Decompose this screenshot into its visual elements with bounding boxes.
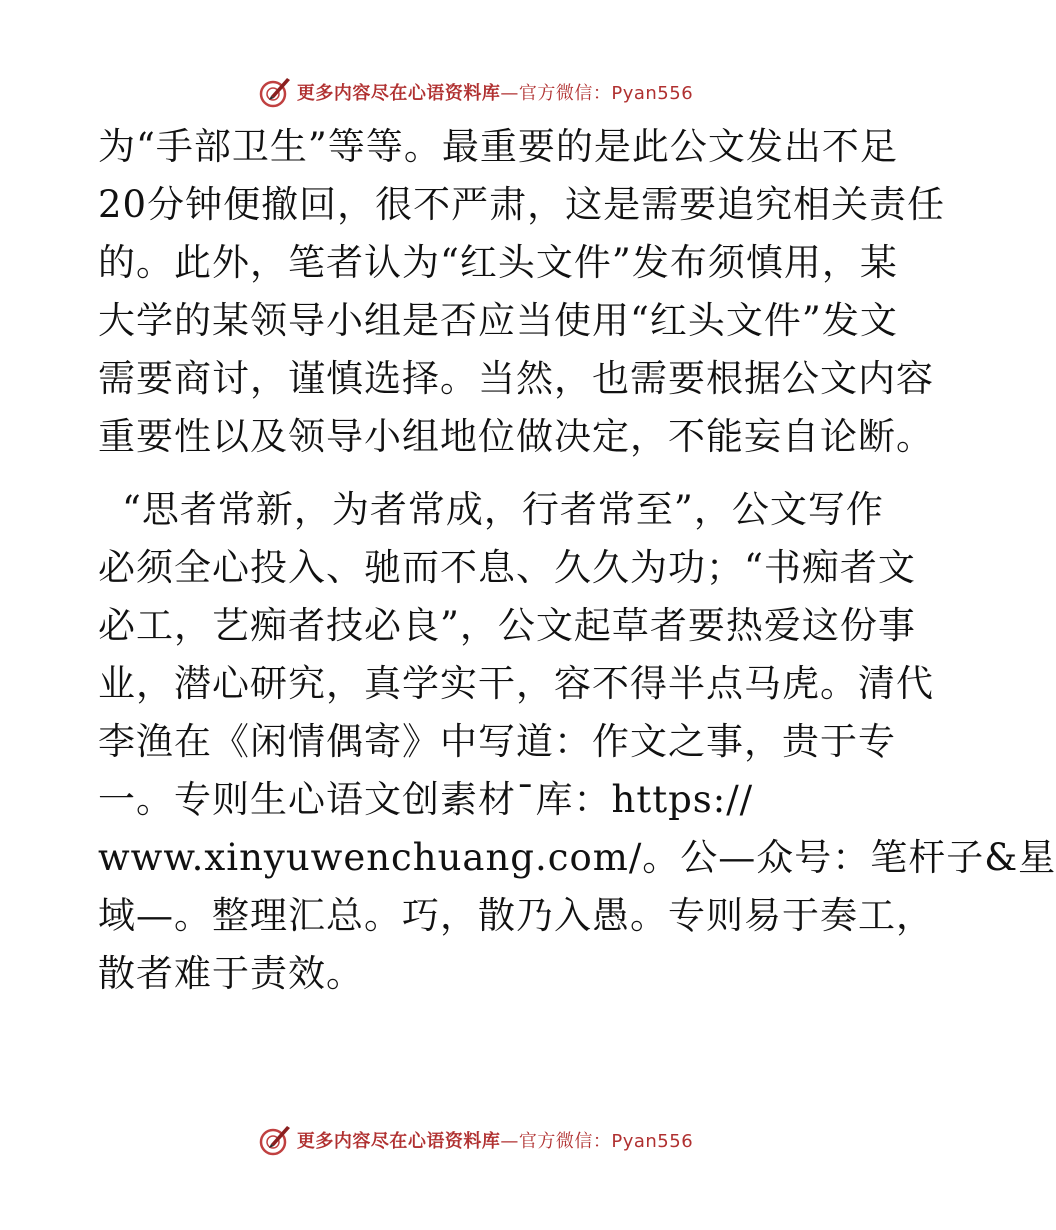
footer-dash: —: [500, 1131, 519, 1152]
footer-banner-text: [297, 1127, 693, 1153]
quill-logo-icon: [257, 1122, 293, 1158]
header-wechat-label: 官方微信：: [518, 83, 612, 104]
text-line: 李渔在《闲情偶寄》中写道：作文之事，贵于专: [98, 720, 896, 763]
text-line: 必须全心投入、驰而不息、久久为功；“书痴者文: [98, 546, 916, 589]
quill-logo-icon: [257, 74, 293, 110]
text-line: 20分钟便撤回，很不严肃，这是需要追究相关责任: [98, 183, 946, 226]
text-line: 为“手部卫生”等等。最重要的是此公文发出不足: [98, 125, 898, 168]
text-line: www.xinyuwenchuang.com/。公—众号：笔杆子&星: [98, 836, 1056, 879]
text-line: 域—。整理汇总。巧，散乃入愚。专则易于奏工，: [98, 894, 934, 937]
paragraph-2: [98, 481, 1056, 1003]
text-line: 大学的某领导小组是否应当使用“红头文件”发文: [98, 299, 898, 342]
footer-site-name: 更多内容尽在心语资料库: [296, 1131, 501, 1152]
text-line: “思者常新，为者常成，行者常至”，公文写作: [122, 488, 884, 531]
footer-wechat-label: 官方微信：: [518, 1131, 612, 1152]
header-banner-text: [297, 79, 693, 105]
header-wechat-id: Pyan556: [611, 83, 694, 104]
paragraph-1: [98, 118, 946, 466]
header-banner: [0, 72, 950, 112]
footer-banner: [0, 1120, 950, 1160]
text-line: 业，潜心研究，真学实干，容不得半点马虎。清代: [98, 662, 934, 705]
text-line: 需要商讨，谨慎选择。当然，也需要根据公文内容: [98, 357, 934, 400]
header-site-name: 更多内容尽在心语资料库: [296, 83, 501, 104]
text-line: 散者难于责效。: [98, 952, 364, 995]
footer-wechat-id: Pyan556: [611, 1131, 694, 1152]
header-dash: —: [500, 83, 519, 104]
text-line: 重要性以及领导小组地位做决定，不能妄自论断。: [98, 415, 934, 458]
text-line: 必工，艺痴者技必良”，公文起草者要热爱这份事: [98, 604, 916, 647]
text-line: 的。此外，笔者认为“红头文件”发布须慎用，某: [98, 241, 898, 284]
text-line: 一。专则生心语文创素材¯库：https://: [98, 778, 754, 821]
